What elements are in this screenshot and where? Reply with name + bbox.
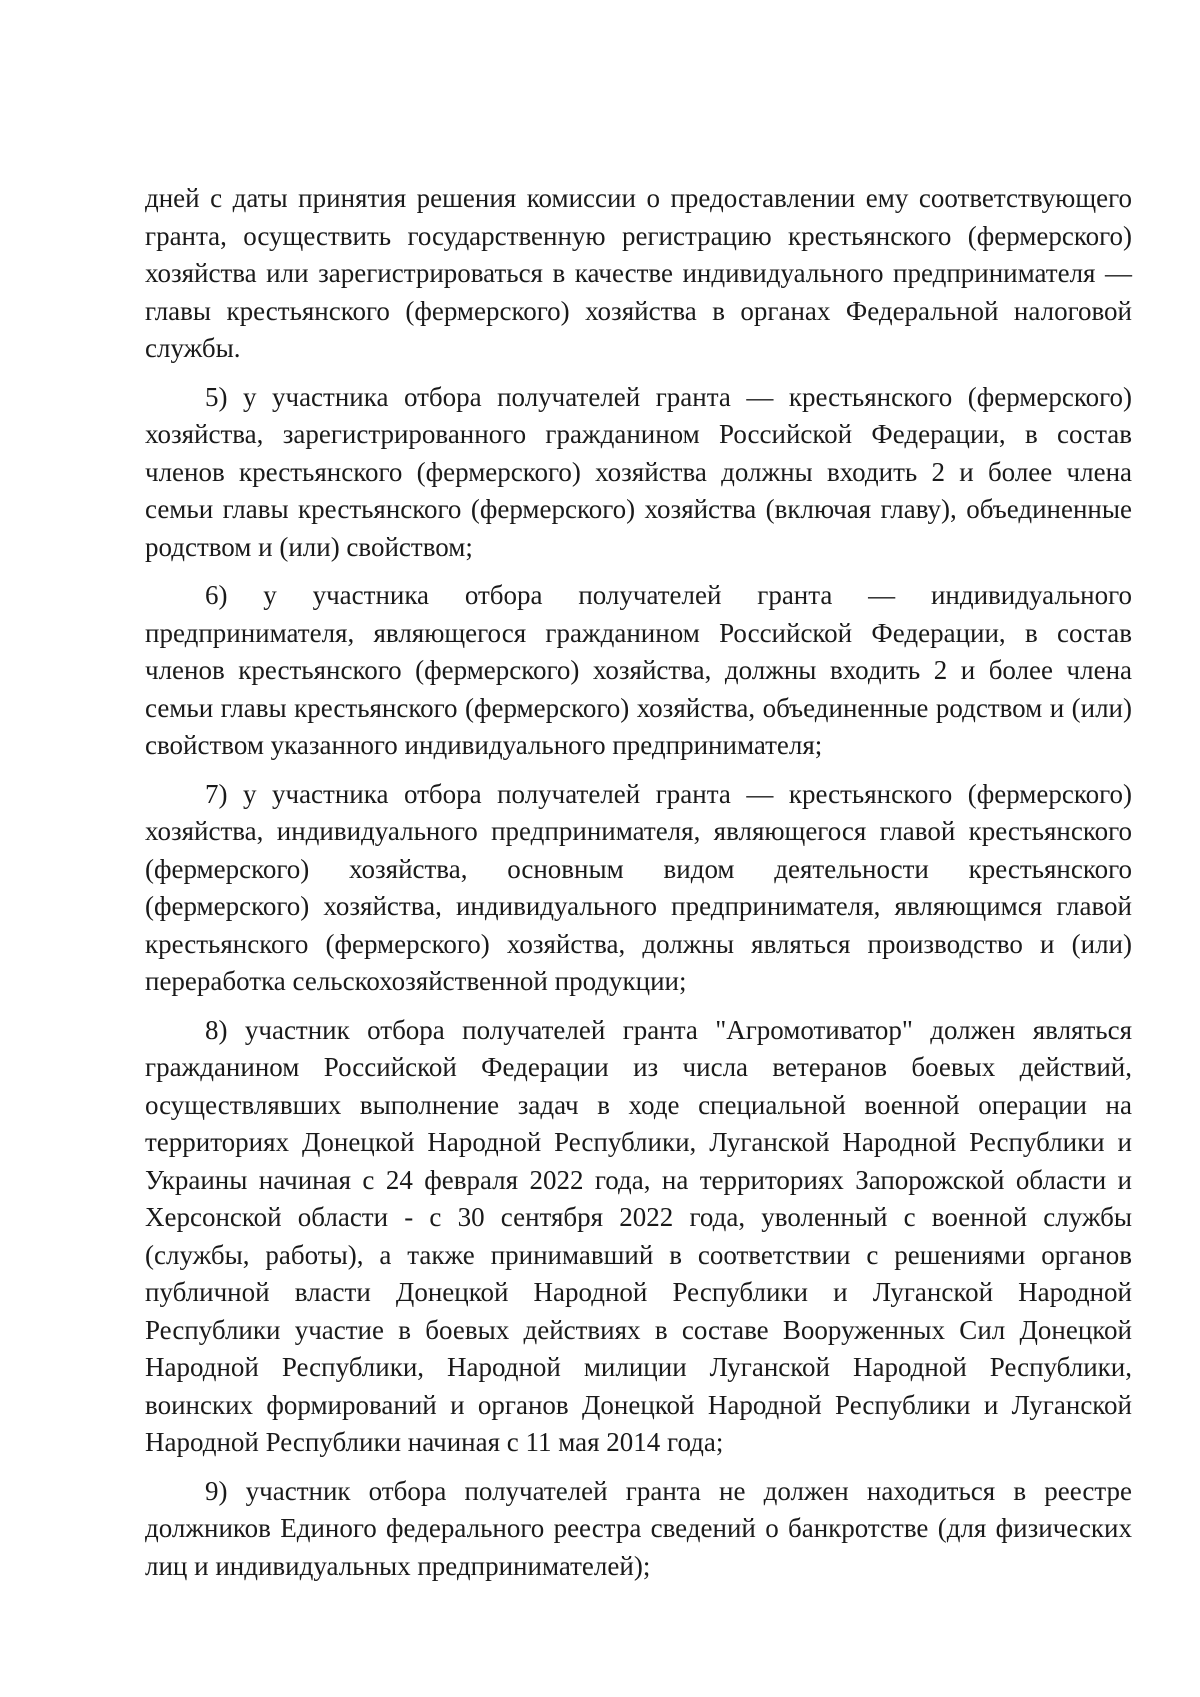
paragraph-item-8: 8) участник отбора получателей гранта "Агромотиватор" должен являться гражданином Российской Федерации из числа ветеранов боевых действий, осуществлявших выполнение задач в ходе специальной военной операции на территориях Донецкой Народной Республики, Луганской Народной Республики и Украины начиная с 24 февраля 2022 года, на территориях Запорожской области и Херсонской области - с 30 сентября 2022 года, уволенный с военной службы (службы, работы), а также принимавший в соответствии с решениями органов публичной власти Донецкой Народной Республики и Луганской Народной Республики участие в боевых действиях в составе Вооруженных Сил Донецкой Народной Республики, Народной милиции Луганской Народной Республики, воинских формирований и органов Донецкой Народной Республики и Луганской Народной Республики начиная с 11 мая 2014 года; [145, 1014, 1132, 1457]
paragraph-item-6: 6) у участника отбора получателей гранта — индивидуального предпринимателя, являющегося гражданином Российской Федерации, в состав членов крестьянского (фермерского) хозяйства, должны входить 2 и более члена семьи главы крестьянского (фермерского) хозяйства, объединенные родством и (или) свойством указанного индивидуального предпринимателя; [145, 580, 1132, 760]
paragraph-item-5: 5) у участника отбора получателей гранта — крестьянского (фермерского) хозяйства, зарегистрированного гражданином Российской Федерации, в состав членов крестьянского (фермерского) хозяйства должны входить 2 и более члена семьи главы крестьянского (фермерского) хозяйства (включая главу), объединенные родством и (или) свойством; [145, 381, 1132, 562]
paragraph-item-7: 7) у участника отбора получателей гранта — крестьянского (фермерского) хозяйства, индивидуального предпринимателя, являющегося главой крестьянского (фермерского) хозяйства, основным видом деятельности крестьянского (фермерского) хозяйства, индивидуального предпринимателя, являющимся главой крестьянского (фермерского) хозяйства, должны являться производство и (или) переработка сельскохозяйственной продукции; [145, 778, 1132, 996]
document-body [145, 180, 1132, 1596]
paragraph-continuation: дней с даты принятия решения комиссии о предоставлении ему соответствующего гранта, осуществить государственную регистрацию крестьянского (фермерского) хозяйства или зарегистрироваться в качестве индивидуального предпринимателя — главы крестьянского (фермерского) хозяйства в органах Федеральной налоговой службы. [145, 183, 1132, 363]
paragraph-item-9: 9) участник отбора получателей гранта не должен находиться в реестре должников Единого федерального реестра сведений о банкротстве (для физических лиц и индивидуальных предпринимателей); [145, 1475, 1132, 1581]
